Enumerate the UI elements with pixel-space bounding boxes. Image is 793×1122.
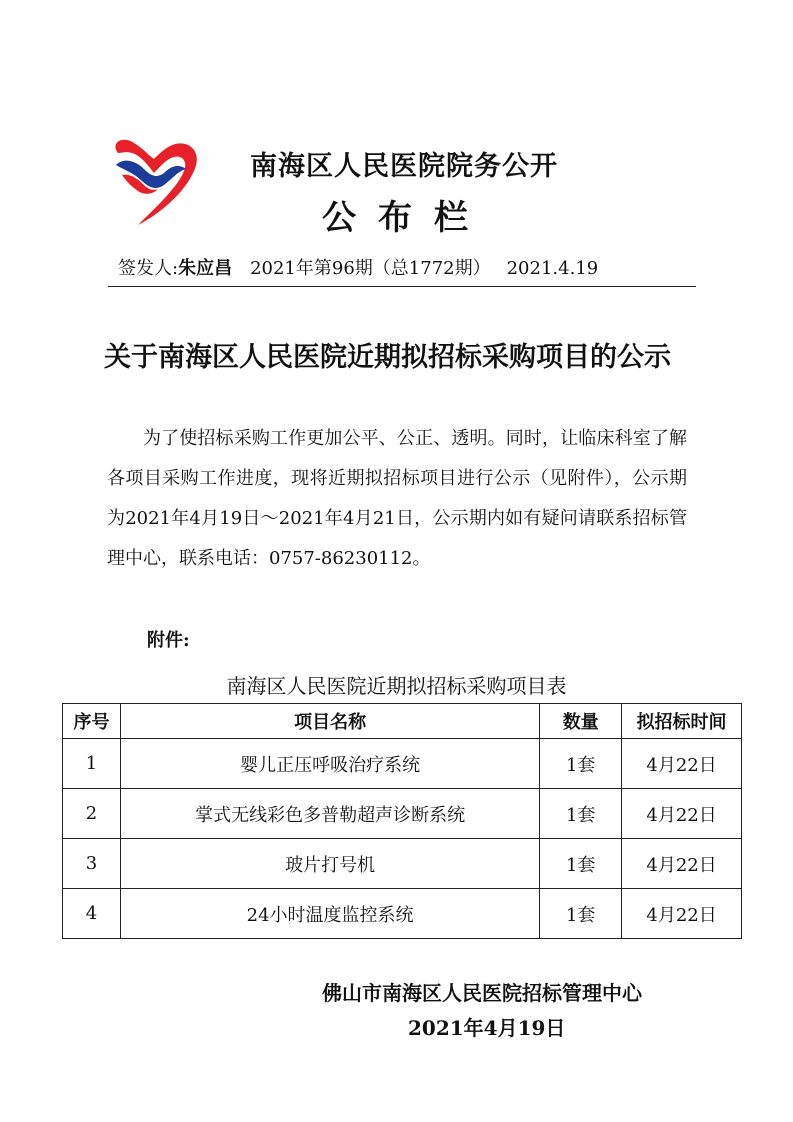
footer-org: 佛山市南海区人民医院招标管理中心 xyxy=(322,981,642,1005)
cell-bid-time: 4月22日 xyxy=(622,739,742,789)
cell-bid-time: 4月22日 xyxy=(622,889,742,939)
org-title: 南海区人民医院院务公开 xyxy=(250,151,558,182)
header-project-name: 项目名称 xyxy=(120,704,539,739)
issue-number: 2021年第96期（总1772期） xyxy=(250,258,491,279)
heart-ribbon-logo-icon xyxy=(108,135,204,229)
table-row xyxy=(63,789,742,839)
signer-label: 签发人: xyxy=(118,258,179,279)
table-row xyxy=(63,739,742,789)
header-index: 序号 xyxy=(63,704,121,739)
table-row xyxy=(63,889,742,939)
project-table xyxy=(62,703,742,939)
header-quantity: 数量 xyxy=(540,704,622,739)
cell-index: 3 xyxy=(63,839,121,889)
notice-body xyxy=(107,419,687,579)
signer-name: 朱应昌 xyxy=(178,258,233,279)
cell-index: 2 xyxy=(63,789,121,839)
cell-bid-time: 4月22日 xyxy=(622,789,742,839)
table-row xyxy=(63,839,742,889)
cell-project-name: 24小时温度监控系统 xyxy=(120,889,539,939)
table-header-row xyxy=(63,704,742,739)
notice-paragraph: 为了使招标采购工作更加公平、公正、透明。同时，让临床科室了解各项目采购工作进度，现将近期拟招标项目进行公示（见附件），公示期为2021年4月19日～2021年4月21日，公示期内如有疑问请联系招标管理中心，联系电话：0757-86230112。 xyxy=(107,428,687,569)
cell-quantity: 1套 xyxy=(540,839,622,889)
cell-quantity: 1套 xyxy=(540,739,622,789)
footer-date: 2021年4月19日 xyxy=(408,1016,566,1040)
header-bid-time: 拟招标时间 xyxy=(622,704,742,739)
notice-title: 关于南海区人民医院近期拟招标采购项目的公示 xyxy=(104,342,671,373)
cell-quantity: 1套 xyxy=(540,789,622,839)
cell-index: 4 xyxy=(63,889,121,939)
cell-project-name: 掌式无线彩色多普勒超声诊断系统 xyxy=(120,789,539,839)
cell-project-name: 玻片打号机 xyxy=(120,839,539,889)
header-rule xyxy=(108,286,696,287)
cell-index: 1 xyxy=(63,739,121,789)
cell-quantity: 1套 xyxy=(540,889,622,939)
issue-line xyxy=(118,254,598,280)
attachment-label: 附件: xyxy=(147,630,190,651)
cell-bid-time: 4月22日 xyxy=(622,839,742,889)
cell-project-name: 婴儿正压呼吸治疗系统 xyxy=(120,739,539,789)
board-title: 公布栏 xyxy=(322,198,490,238)
issue-date: 2021.4.19 xyxy=(506,258,599,279)
table-title: 南海区人民医院近期拟招标采购项目表 xyxy=(226,674,567,698)
